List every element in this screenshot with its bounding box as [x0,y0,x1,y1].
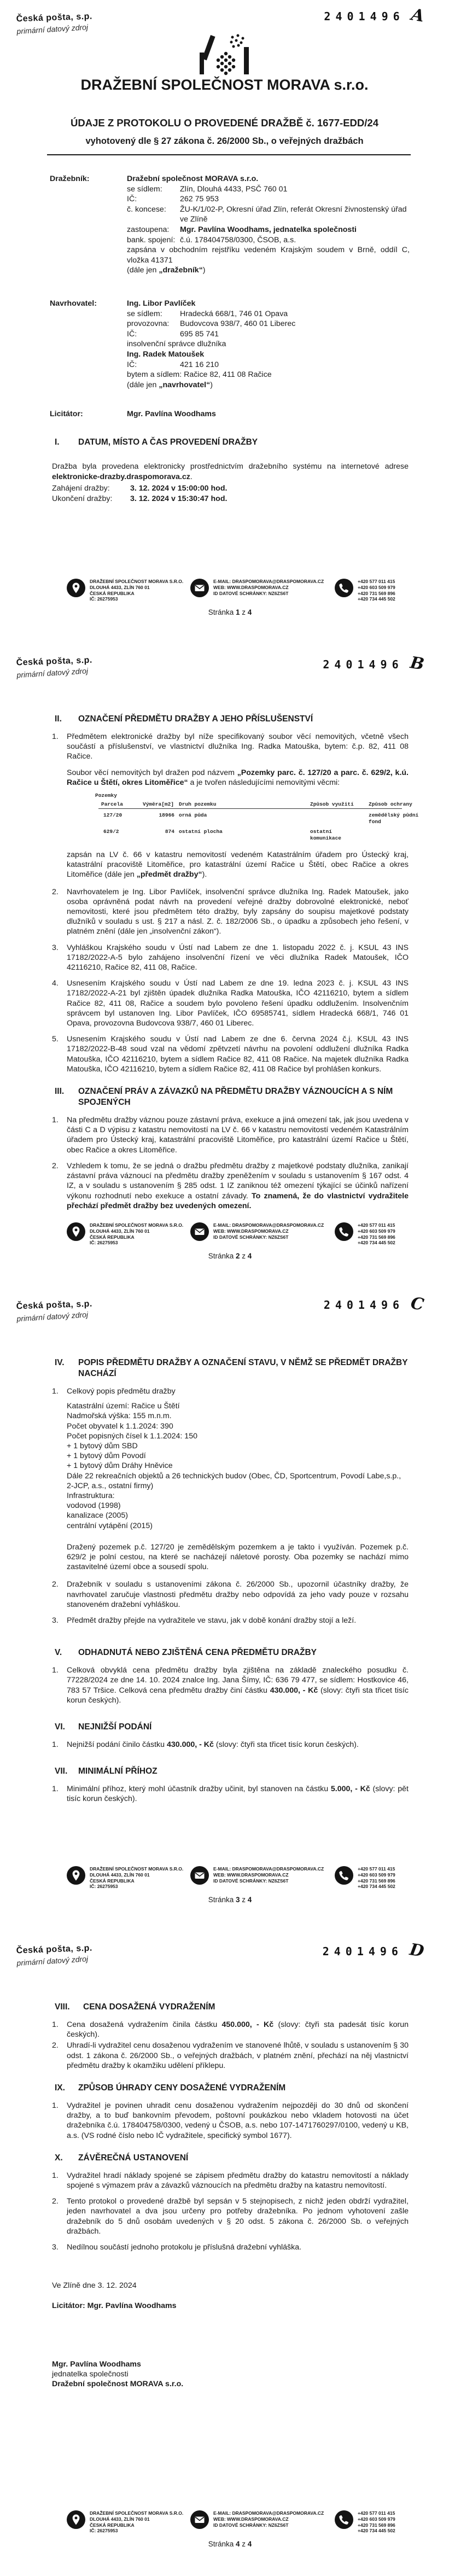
table-cell: 18966 [159,812,174,819]
footer-address-block [67,2510,183,2534]
reference-stamp [322,1940,425,1961]
page-4 [0,1932,449,2576]
item-text: Celkový popis předmětu dražby [67,1387,176,1396]
field-label: Ukončení dražby: [52,494,113,503]
auctioneer-seat-row [127,184,410,195]
field-label: IČ: [127,360,137,369]
postal-stamp [16,12,92,35]
section-title: DATUM, MÍSTO A ČAS PROVEDENÍ DRAŽBY [78,438,258,447]
closing-block [52,2281,409,2311]
email-icon [190,1866,209,1887]
reference-letter: B [409,653,425,674]
item-text: Nejnižší podání činilo částku 430.000, - Kč (slovy: čtyři sta třicet tisíc korun českých). [67,1740,359,1750]
field-label: bank. spojení: [127,235,176,244]
numbered-item: 1. Celková obvyklá cena předmětu dražby byla zjištěna na základě znaleckého posudku č. 77228/2024 ze dne 14. 10. 2024 znalce Ing. Jana Šímy, IČ: 636 79 477, se sídlem: Hostkovice 46, 783 57 Tršice. Celková cena předmětu dražby činí částku 430.000, - Kč (slovy: čtyři sta třicet tisíc korun českých). [52,1666,409,1705]
field-value: Mgr. Pavlína Woodhams, jednatelka společnosti [180,225,357,234]
numbered-item: 3. Vyhláškou Krajského soudu v Ústí nad Labem ze dne 1. listopadu 2022 č. j. KSUL 43 INS 17182/2022-A-5 bylo zahájeno insolvenční řízení ve věci dlužníka Radek Matoušek, IČO 42116210, Račice 82, 411 08, Račice. [52,943,409,972]
numbered-item: 1. Na předmětu dražby váznou pouze zástavní práva, exekuce a jiná omezení tak, jak jsou uvedena v části C a D výpisu z katastru nemovitostí na LV č. 66 v katastru nemovitostí vedeném Katastrálním úřadem pro Ústecký kraj, katastrální pracoviště Litoměřice, pro katastrální území Račice u Štětí, obec Račice a okres Litoměřice. [52,1116,409,1155]
item-text: Předmětem elektronické dražby byl níže specifikovaný soubor věcí nemovitých, včetně všech součástí a příslušenství, ve vlastnictví dlužníka Ing. Radka Matouška, bytem: č.p. 82, 411 08 Račice. [67,732,409,761]
section-number: VI. [55,1722,65,1732]
item-text: Na předmětu dražby váznou pouze zástavní práva, exekuce a jiná omezení tak, jak jsou uvedena v části C a D výpisu z katastru nemovitostí na LV č. 66 v katastru nemovitostí vedeném Katastrálním úřadem pro Ústecký kraj, katastrální pracoviště Litoměřice, pro katastrální území Račice u Štětí, obec Račice a okres Litoměřice. [67,1116,409,1155]
info-line: vodovod (1998) [67,1501,121,1511]
footer-company: DRAŽEBNÍ SPOLEČNOST MORAVA S.R.O. [90,1222,184,1228]
section-8-heading [55,2002,409,2013]
licitator-block [50,409,410,419]
info-line: centrální vytápění (2015) [67,1521,153,1530]
item-text: Vydražitel je povinen uhradit cenu dosaženou vydražením nejpozději do 30 dnů od skončení dražby, a to buď bankovním převodem, poštovní poukázkou nebo vkladem hotovosti na účet dražebníka č.ú. 178404758/0300, vedený u ČSOB, a.s. nebo 107-1471760297/0100, vedený u KB, a.s. (VS rodné číslo nebo IČ vydražitele, specifický symbol 1677). [67,2101,409,2140]
info-line: Dále 22 rekreačních objektů a 26 technických budov (Obec, ČD, Sportcentrum, Povodí Labe,s.p., 2-JCP, a.s., ostatní firmy) [67,1471,401,1490]
page-2 [0,644,449,1287]
numbered-item: 2. Dražebník v souladu s ustanoveními zákona č. 26/2000 Sb., upozornil účastníky dražby, že navrhovatel zaručuje vlastnosti předmětu dražby nebo odpovídá za jeho vady pouze v rozsahu stanoveném dražební vyhláškou. [52,1580,409,1609]
footer-phone-4: +420 734 445 502 [358,596,395,602]
phone-icon [335,1222,353,1244]
item-text: Tento protokol o provedené dražbě byl sepsán v 5 stejnopisech, z nichž jeden obdrží vydražitel, jeden navrhovatel a dva jsou určeny pro potřeby dražebníka. Po jednom vyhotovení zašle dražebník do 5 dnů osobám uvedených v § 20 odst. 5 zákona č. 26/2000 Sb. o veřejných dražbách. [67,2197,409,2236]
reference-letter: A [410,5,425,26]
numbered-item: 2. Tento protokol o provedené dražbě byl sepsán v 5 stejnopisech, z nichž jeden obdrží vydražitel, jeden navrhovatel a dva jsou určeny pro potřeby dražebníka. Po jednom vyhotovení zašle dražebník do 5 dnů osobám uvedených v § 20 odst. 5 zákona č. 26/2000 Sb. o veřejných dražbách. [52,2197,409,2236]
debtor-name: Ing. Radek Matoušek [127,349,205,359]
table-title: Pozemky [95,792,117,799]
section-number: IV. [55,1358,65,1367]
reference-letter: D [408,1940,425,1961]
section-number: II. [55,714,62,724]
numbered-item: 1. Cena dosažená vydražením činila částku 450.000, - Kč (slovy: čtyři sta padesát tisíc korun českých). [52,2020,409,2039]
footer-ic: IČ: 26275953 [90,1884,118,1890]
footer-phone-1: +420 577 011 415 [358,579,395,584]
table-cell: 874 [165,829,174,835]
footer-phone-1: +420 577 011 415 [358,1866,395,1872]
signature-block [52,2359,409,2389]
proposer-seat-row [127,309,410,319]
footer-web: WEB: WWW.DRASPOMORAVA.CZ [213,584,289,590]
info-line: + 1 bytový dům Dráhy Hněvice [67,1461,173,1471]
page-number-label: Stránka 4 z 4 [208,2540,252,2548]
item-text: Vyhláškou Krajského soudu v Ústí nad Labem ze dne 1. listopadu 2022 č. j. KSUL 43 INS 17182/2022-A-5 bylo zahájeno insolvenční řízení ve věci dlužníka Radek Matoušek, IČO 42116210, Račice 82, 411 08, Račice. [67,943,409,972]
proposer-label: Navrhovatel: [50,299,97,308]
column-header: Druh pozemku [179,801,217,808]
land-description-paragraph: Dražený pozemek p.č. 127/20 je zemědělským pozemkem a je takto i využíván. Pozemek p.č. 629/2 je polní cestou, na které se nacházejí náletové porosty. Oba pozemky se nachází mimo zastavitelné území obce a sousedí spolu. [67,1542,409,1572]
column-header: Způsob využití [310,801,354,808]
item-text: Předmět dražby přejde na vydražitele ve stavu, jak v době konání dražby stojí a leží. [67,1616,357,1625]
page-3 [0,1287,449,1932]
numbered-item: 3. Nedílnou součástí jednoho protokolu je příslušná dražební vyhláška. [52,2242,409,2252]
debtor-address: bytem a sídlem: Račice 82, 411 08 Račice [127,370,272,380]
field-value: č.ú. 178404758/0300, ČSOB, a.s. [180,235,296,244]
page-footer [0,1866,449,1904]
footer-phone-3: +420 731 569 896 [358,1234,395,1240]
footer-databox: ID DATOVÉ SCHRÁNKY: NZ6ZS6T [213,1234,289,1240]
footer-address-block [67,579,183,602]
numbered-item: 1. Vydražitel je povinen uhradit cenu dosaženou vydražením nejpozději do 30 dnů od skončení dražby, a to buď bankovním převodem, poštovní poukázkou nebo vkladem hotovosti na účet dražebníka č.ú. 178404758/0300, vedený u ČSOB, a.s. nebo 107-1471760297/0100, vedený u KB, a.s. (VS rodné číslo nebo IČ vydražitele, specifický symbol 1677). [52,2101,409,2140]
land-set-paragraph: Soubor věcí nemovitých byl dražen pod názvem „Pozemky parc. č. 127/20 a parc. č. 629/2, k.ú. Račice u Štětí, okres Litoměřice“ a je tvořen následujícími nemovitými věcmi: [67,768,409,787]
signature-company: Dražební společnost MORAVA s.r.o. [52,2380,184,2389]
field-label: Zahájení dražby: [52,484,110,493]
auctioneer-ic-row [127,194,410,205]
item-text: Minimální příhoz, který mohl účastník dražby učinit, byl stanoven na částku 5.000, - Kč (slovy: pět tisíc korun českých). [67,1785,409,1804]
section-5-heading [55,1647,409,1658]
auctioneer-bank-row [127,235,410,246]
section-number: X. [55,2153,63,2163]
info-line: Katastrální území: Račice u Štětí [67,1402,180,1411]
item-text: Navrhovatelem je Ing. Libor Pavlíček, insolvenční správce dlužníka Ing. Radek Matoušek, jako osoba oprávněná podat návrh na provedení veřejné dražby dobrovolné elektronické, neboť nemovitosti, které jsou předmětem této dražby, byly zapsány do soupisu majetkové podstaty dlužníků v souladu s ust. § 217 a násl. Z. č. 182/2006 Sb., o úpadku a způsobech jeho řešení, v platném znění (dále jen „insolvenční zákon“). [67,887,409,936]
field-value: 262 75 953 [180,195,219,204]
footer-phone-3: +420 731 569 896 [358,2522,395,2528]
email-icon [190,579,209,600]
column-header: Výměra[m2] [143,801,174,808]
footer-phone-block [335,1222,395,1246]
footer-web: WEB: WWW.DRASPOMORAVA.CZ [213,2516,289,2522]
licitator-name: Mgr. Pavlína Woodhams [127,410,216,418]
licitator-line: Licitátor: Mgr. Pavlína Woodhams [52,2301,177,2311]
footer-contact-block [190,2510,324,2532]
footer-phone-block [335,1866,395,1890]
section-title: ZPŮSOB ÚHRADY CENY DOSAŽENÉ VYDRAŽENÍM [78,2083,286,2093]
footer-street: DLOUHÁ 4433, ZLÍN 760 01 [90,1872,150,1878]
place-date-line: Ve Zlíně dne 3. 12. 2024 [52,2281,137,2291]
footer-ic: IČ: 26275953 [90,2528,118,2534]
table-header-rule [98,808,402,809]
cadastre-table [67,792,419,845]
licitator-label: Licitátor: [50,410,83,418]
item-text: Celková obvyklá cena předmětu dražby byla zjištěna na základě znaleckého posudku č. 77228/2024 ze dne 14. 10. 2024 znalce Ing. Jana Šímy, IČ: 636 79 477, se sídlem: Hostkovice 46, 783 57 Tršice. Celková cena předmětu dražby činí částku 430.000, - Kč (slovy: čtyři sta třicet tisíc korun českých). [67,1666,409,1705]
section-title: POPIS PŘEDMĚTU DRAŽBY A OZNAČENÍ STAVU, V NĚMŽ SE PŘEDMĚT DRAŽBY NACHÁZÍ [78,1358,408,1378]
footer-databox: ID DATOVÉ SCHRÁNKY: NZ6ZS6T [213,2522,289,2528]
footer-street: DLOUHÁ 4433, ZLÍN 760 01 [90,2516,150,2522]
section-title: NEJNIŽŠÍ PODÁNÍ [78,1722,152,1732]
column-header: Způsob ochrany [369,801,412,808]
field-label: provozovna: [127,319,170,329]
auctioneer-details [127,174,410,276]
section-9-heading [55,2083,409,2094]
field-label: se sídlem: [127,309,162,318]
footer-databox: ID DATOVÉ SCHRÁNKY: NZ6ZS6T [213,1878,289,1884]
field-value: ŽU-K/1/02-P, Okresní úřad Zlín, referát Okresní živnostenský úřad ve Zlíně [180,205,407,224]
footer-phone-4: +420 734 445 502 [358,2528,395,2534]
proposer-alias: (dále jen „navrhovatel“) [127,380,213,389]
footer-email: E-MAIL: DRASPOMORAVA@DRASPOMORAVA.CZ [213,579,324,584]
page-2-content [52,714,419,1217]
info-line: Infrastruktura: [67,1491,115,1501]
reference-number: 2401496 [322,1945,403,1958]
page-number-label: Stránka 2 z 4 [208,1252,252,1260]
section-3-heading [55,1086,409,1108]
footer-country: ČESKÁ REPUBLIKA [90,2522,135,2528]
auctioneer-name: Dražební společnost MORAVA s.r.o. [127,174,259,183]
postal-stamp-company: Česká pošta, s.p. [16,1299,93,1312]
auctioneer-label: Dražebník: [50,174,90,183]
email-icon [190,1222,209,1244]
footer-phone-3: +420 731 569 896 [358,1878,395,1884]
table-cell: ostatní plocha [179,829,223,835]
info-line: Nadmořská výška: 155 m.n.m. [67,1412,172,1421]
section-number: III. [55,1087,65,1097]
postal-stamp-note: primární datový zdroj [16,1310,89,1324]
field-value: Zlín, Dlouhá 4433, PSČ 760 01 [180,184,288,194]
section-title: CENA DOSAŽENÁ VYDRAŽENÍM [83,2002,215,2012]
reference-letter: C [409,1293,425,1315]
field-value: 421 16 210 [180,360,219,369]
company-logo [192,33,258,83]
item-text: Vydražitel hradí náklady spojené se zápisem předmětu dražby do katastru nemovitostí a náklady spojené s výmazem práv a závazků váznoucích na předmětu dražby na katastru nemovitostí. [67,2171,409,2190]
signature-role: jednatelka společnosti [52,2369,129,2379]
footer-street: DLOUHÁ 4433, ZLÍN 760 01 [90,1228,150,1234]
field-value: 695 85 741 [180,329,219,339]
auction-schedule [52,483,409,504]
reference-number: 2401496 [323,1298,405,1312]
postal-stamp [16,656,92,679]
column-header: Parcela [101,801,123,808]
reference-stamp [323,1293,425,1315]
field-label: zastoupena: [127,225,170,234]
field-label: IČ: [127,329,137,339]
table-cell: 127/20 [103,812,123,819]
registry-paragraph: zapsán na LV č. 66 v katastru nemovitostí vedeném Katastrálním úřadem pro Ústecký kraj, katastrální pracoviště Litoměřice, pro katastrální území Račice u Štětí, obec Račice a okres Litoměřice (dále jen „předmět dražby“). [67,850,409,879]
auctioneer-alias: (dále jen „dražebník“) [127,266,206,275]
reference-number: 2401496 [324,10,405,23]
footer-phone-block [335,579,395,602]
numbered-item: 1. Předmětem elektronické dražby byl níže specifikovaný soubor věcí nemovitých, včetně všech součástí a příslušenství, ve vlastnictví dlužníka Ing. Radka Matouška, bytem: č.p. 82, 411 08 Račice. [52,732,409,761]
footer-address-block [67,1222,183,1246]
page-number-label: Stránka 1 z 4 [208,608,252,616]
footer-country: ČESKÁ REPUBLIKA [90,590,135,596]
page-1 [0,0,449,644]
debtor-ic-row [127,360,410,370]
info-line: Počet popisných čísel k 1.1.2024: 150 [67,1431,197,1441]
footer-contact-block [190,579,324,600]
page-footer [0,1222,449,1260]
footer-contact-block [190,1866,324,1887]
footer-phone-2: +420 603 509 979 [358,584,395,590]
footer-address-block [67,1866,183,1890]
section-title: ODHADNUTÁ NEBO ZJIŠTĚNÁ CENA PŘEDMĚTU DRAŽBY [78,1648,317,1658]
footer-contact-block [190,1222,324,1244]
footer-phone-2: +420 603 509 979 [358,2516,395,2522]
field-label: č. koncese: [127,205,166,214]
section-1-heading [55,437,410,448]
footer-country: ČESKÁ REPUBLIKA [90,1878,135,1884]
footer-web: WEB: WWW.DRASPOMORAVA.CZ [213,1228,289,1234]
section-number: IX. [55,2083,65,2093]
footer-web: WEB: WWW.DRASPOMORAVA.CZ [213,1872,289,1878]
page-3-content [52,1357,409,1810]
item-text: Nedílnou součástí jednoho protokolu je příslušná dražební vyhláška. [67,2243,302,2252]
item-text: Uhradí-li vydražitel cenu dosaženou vydražením ve stanovené lhůtě, v souladu s ustanovením § 30 odst. 1 zákona č. 26/2000 Sb., o veřejných dražbách, v platném znění, přechází na něj vlastnictví předmětu dražby k okamžiku udělení příklepu. [67,2041,409,2070]
section-10-heading [55,2153,409,2164]
auction-start-row [52,483,409,494]
section-title: OZNAČENÍ PRÁV A ZÁVAZKŮ NA PŘEDMĚTU DRAŽBY VÁZNOUCÍCH A S NÍM SPOJENÝCH [78,1087,393,1108]
proposer-role: insolvenční správce dlužníka [127,340,226,349]
footer-phone-1: +420 577 011 415 [358,2510,395,2516]
table-cell: 629/2 [103,829,119,835]
numbered-item: 5. Usnesením Krajského soudu v Ústí nad Labem ze dne 6. června 2024 č.j. KSUL 43 INS 17182/2022-B-48 soud vzal na vědomí zpětvzetí návrhu na povolení oddlužení dlužníka Radka Matouška, IČO 42116210, bytem a sídlem Račice 82, 411 08 Račice. Na majetek dlužníka Radka Matouška, IČO 42116210, bytem a sídlem Račice 82, 411 08 Račice byl prohlášen konkurs. [52,1035,409,1074]
info-line: Počet obyvatel k 1.1.2024: 390 [67,1421,173,1431]
numbered-item: 3. Předmět dražby přejde na vydražitele ve stavu, jak v době konání dražby stojí a leží. [52,1616,409,1625]
item-text: Usnesením Krajského soudu v Ústí nad Labem ze dne 6. června 2024 č.j. KSUL 43 INS 17182/2022-B-48 soud vzal na vědomí zpětvzetí návrhu na povolení oddlužení dlužníka Radka Matouška, IČO 42116210, bytem a sídlem Račice 82, 411 08 Račice. Na majetek dlužníka Radka Matouška, IČO 42116210, bytem a sídlem Račice 82, 411 08 Račice byl prohlášen konkurs. [67,1035,409,1074]
item-text: Usnesením Krajského soudu v Ústí nad Labem ze dne 19. ledna 2023 č. j. KSUL 43 INS 17182/2022-A-21 byl zjištěn úpadek dlužníka Radka Matouška, IČO 42116210, bytem a sídlem Račice 82, 411 08, Račice a soudem bylo povoleno řešení úpadku oddlužením. Insolvenčním správcem byl ustanoven Ing. Libor Pavlíček, IČO 69585741, sídlem Hradecká 668/1, 746 01 Opava, provozovna Budovcova 938/7, 460 01 Liberec. [67,979,409,1028]
item-text: Cena dosažená vydražením činila částku 450.000, - Kč (slovy: čtyři sta padesát tisíc korun českých). [67,2020,409,2039]
auction-system-paragraph: Dražba byla provedena elektronicky prostřednictvím dražebního systému na internetové adrese elektronicke-drazby.draspomorava.cz. [52,462,409,481]
phone-icon [335,2510,353,2532]
section-title: OZNAČENÍ PŘEDMĚTU DRAŽBY A JEHO PŘÍSLUŠENSTVÍ [78,714,313,724]
location-pin-icon [67,1866,85,1887]
postal-stamp-company: Česká pošta, s.p. [16,11,93,24]
footer-phone-4: +420 734 445 502 [358,1884,395,1890]
auction-end-row [52,494,409,504]
auctioneer-block [50,174,410,276]
section-4-heading [55,1357,409,1379]
reference-stamp [323,653,425,674]
locality-info-block [67,1401,409,1531]
postal-stamp-note: primární datový zdroj [16,1954,89,1968]
footer-company: DRAŽEBNÍ SPOLEČNOST MORAVA S.R.O. [90,2510,184,2516]
table-cell: orná půda [179,812,207,819]
footer-phone-4: +420 734 445 502 [358,1240,395,1246]
footer-email: E-MAIL: DRASPOMORAVA@DRASPOMORAVA.CZ [213,1222,324,1228]
signature-name: Mgr. Pavlína Woodhams [52,2359,141,2369]
page-footer [0,2510,449,2548]
proposer-details [127,299,410,390]
field-label: se sídlem: [127,184,162,194]
title-divider [47,154,411,155]
reference-stamp [324,5,425,26]
proposer-office-row [127,319,410,329]
section-number: V. [55,1648,62,1658]
field-label: IČ: [127,195,137,204]
footer-ic: IČ: 26275953 [90,596,118,602]
numbered-item: 2. Vzhledem k tomu, že se jedná o dražbu předmětu dražby z majetkové podstaty dlužníka, zanikají zástavní práva váznoucí na předmětu dražby zpeněžením v souladu s ustanovením § 167 odst. 4 IZ, a v souladu s ustanovením § 285 odst. 1 IZ zaniknou též omezení týkající se účinků nařízení výkonu rozhodnutí nebo exekuce a ostatní závady. To znamená, že do vlastnictví vydražitele přechází předmět dražby bez uvedených omezení. [52,1161,409,1210]
footer-email: E-MAIL: DRASPOMORAVA@DRASPOMORAVA.CZ [213,2510,324,2516]
footer-company: DRAŽEBNÍ SPOLEČNOST MORAVA S.R.O. [90,1866,184,1872]
field-value: 3. 12. 2024 v 15:00:00 hod. [130,484,228,493]
info-line: + 1 bytový dům SBD [67,1442,138,1451]
table-cell: zemědělský půdní fond [369,812,419,825]
footer-phone-2: +420 603 509 979 [358,1872,395,1878]
section-title: ZÁVĚREČNÁ USTANOVENÍ [78,2153,189,2163]
numbered-item: 1. Celkový popis předmětu dražby [52,1386,409,1396]
numbered-item: 4. Usnesením Krajského soudu v Ústí nad Labem ze dne 19. ledna 2023 č. j. KSUL 43 INS 17182/2022-A-21 byl zjištěn úpadek dlužníka Radka Matouška, IČO 42116210, bytem a sídlem Račice 82, 411 08, Račice a soudem bylo povoleno řešení úpadku oddlužením. Insolvenčním správcem byl ustanoven Ing. Libor Pavlíček, IČO 69585741, sídlem Hradecká 668/1, 746 01 Opava, provozovna Budovcova 938/7, 460 01 Liberec. [52,979,409,1028]
proposer-ic-row [127,329,410,340]
phone-icon [335,579,353,600]
postal-stamp [16,1299,92,1322]
numbered-item: 1. Nejnižší podání činilo částku 430.000, - Kč (slovy: čtyři sta třicet tisíc korun českých). [52,1740,409,1750]
footer-phone-3: +420 731 569 896 [358,590,395,596]
postal-stamp-note: primární datový zdroj [16,22,89,36]
table-cell: ostatní komunikace [310,829,342,842]
item-text: Dražebník v souladu s ustanoveními zákona č. 26/2000 Sb., upozornil účastníky dražby, že navrhovatel zaručuje vlastnosti předmětu dražby nebo odpovídá za jeho vady pouze v rozsahu stanoveném dražební vyhláškou. [67,1580,409,1609]
auctioneer-representative-row [127,225,410,235]
field-value: Hradecká 668/1, 746 01 Opava [180,309,288,318]
item-text: Vzhledem k tomu, že se jedná o dražbu předmětu dražby z majetkové podstaty dlužníka, zanikají zástavní práva váznoucí na předmětu dražby zpeněžením v souladu s ustanovením § 167 odst. 4 IZ, a v souladu s ustanovením § 285 odst. 1 IZ zaniknou též omezení týkající se účinků nařízení výkonu rozhodnutí nebo exekuce a ostatní závady. To znamená, že do vlastnictví vydražitele přechází předmět dražby bez uvedených omezení. [67,1161,409,1210]
proposer-name: Ing. Libor Pavlíček [127,299,196,308]
numbered-item: 1. Vydražitel hradí náklady spojené se zápisem předmětu dražby do katastru nemovitostí a náklady spojené s výmazem práv a závazků váznoucích na předmětu dražby na katastru nemovitostí. [52,2171,409,2190]
footer-databox: ID DATOVÉ SCHRÁNKY: NZ6ZS6T [213,590,289,596]
proposer-block [50,299,410,390]
postal-stamp-company: Česká pošta, s.p. [16,1943,93,1956]
postal-stamp-company: Česká pošta, s.p. [16,655,93,668]
section-title: MINIMÁLNÍ PŘÍHOZ [78,1767,158,1776]
location-pin-icon [67,579,85,600]
field-value: 3. 12. 2024 v 15:30:47 hod. [130,494,228,503]
auctioneer-registry-note: zapsána v obchodním rejstříku vedeném Krajským soudem v Brně, oddíl C, vložka 41371 [127,246,410,265]
location-pin-icon [67,1222,85,1244]
numbered-item: 2. Navrhovatelem je Ing. Libor Pavlíček, insolvenční správce dlužníka Ing. Radek Matoušek, jako osoba oprávněná podat návrh na provedení veřejné dražby dobrovolné elektronické, neboť nemovitosti, které jsou předmětem této dražby, byly zapsány do soupisu majetkové podstaty dlužníků v souladu s ust. § 217 a násl. Z. č. 182/2006 Sb., o úpadku a způsobech jeho řešení, v platném znění (dále jen „insolvenční zákon“). [52,887,409,936]
page-footer [0,579,449,616]
section-6-heading [55,1722,409,1733]
document-title: ÚDAJE Z PROTOKOLU O PROVEDENÉ DRAŽBĚ č. 1677-EDD/24 [70,117,378,129]
footer-email: E-MAIL: DRASPOMORAVA@DRASPOMORAVA.CZ [213,1866,324,1872]
info-line: kanalizace (2005) [67,1511,128,1520]
footer-ic: IČ: 26275953 [90,1240,118,1246]
numbered-item: 1. Minimální příhoz, který mohl účastník dražby učinit, byl stanoven na částku 5.000, - Kč (slovy: pět tisíc korun českých). [52,1785,409,1804]
postal-stamp-note: primární datový zdroj [16,666,89,680]
footer-phone-2: +420 603 509 979 [358,1228,395,1234]
company-name: DRAŽEBNÍ SPOLEČNOST MORAVA s.r.o. [80,77,369,93]
auctioneer-licence-row [127,205,410,225]
section-7-heading [55,1766,409,1777]
section-number: VIII. [55,2002,70,2012]
footer-phone-1: +420 577 011 415 [358,1222,395,1228]
phone-icon [335,1866,353,1887]
numbered-item: 2. Uhradí-li vydražitel cenu dosaženou vydražením ve stanovené lhůtě, v souladu s ustanovením § 30 odst. 1 zákona č. 26/2000 Sb., o veřejných dražbách, v platném znění, přechází na něj vlastnictví předmětu dražby k okamžiku udělení příklepu. [52,2041,409,2070]
footer-company: DRAŽEBNÍ SPOLEČNOST MORAVA S.R.O. [90,579,184,584]
footer-phone-block [335,2510,395,2534]
footer-country: ČESKÁ REPUBLIKA [90,1234,135,1240]
page-number-label: Stránka 3 z 4 [208,1896,252,1904]
info-line: + 1 bytový dům Povodí [67,1452,146,1461]
email-icon [190,2510,209,2532]
footer-street: DLOUHÁ 4433, ZLÍN 760 01 [90,584,150,590]
postal-stamp [16,1944,92,1967]
location-pin-icon [67,2510,85,2532]
section-2-heading [55,714,409,725]
section-number: I. [55,438,60,447]
document-subtitle: vyhotovený dle § 27 zákona č. 26/2000 Sb., o veřejných dražbách [85,136,364,146]
field-value: Budovcova 938/7, 460 01 Liberec [180,319,296,329]
company-logo-icon [192,33,258,80]
page-4-content [52,2002,409,2389]
section-number: VII. [55,1767,68,1776]
reference-number: 2401496 [323,658,404,671]
